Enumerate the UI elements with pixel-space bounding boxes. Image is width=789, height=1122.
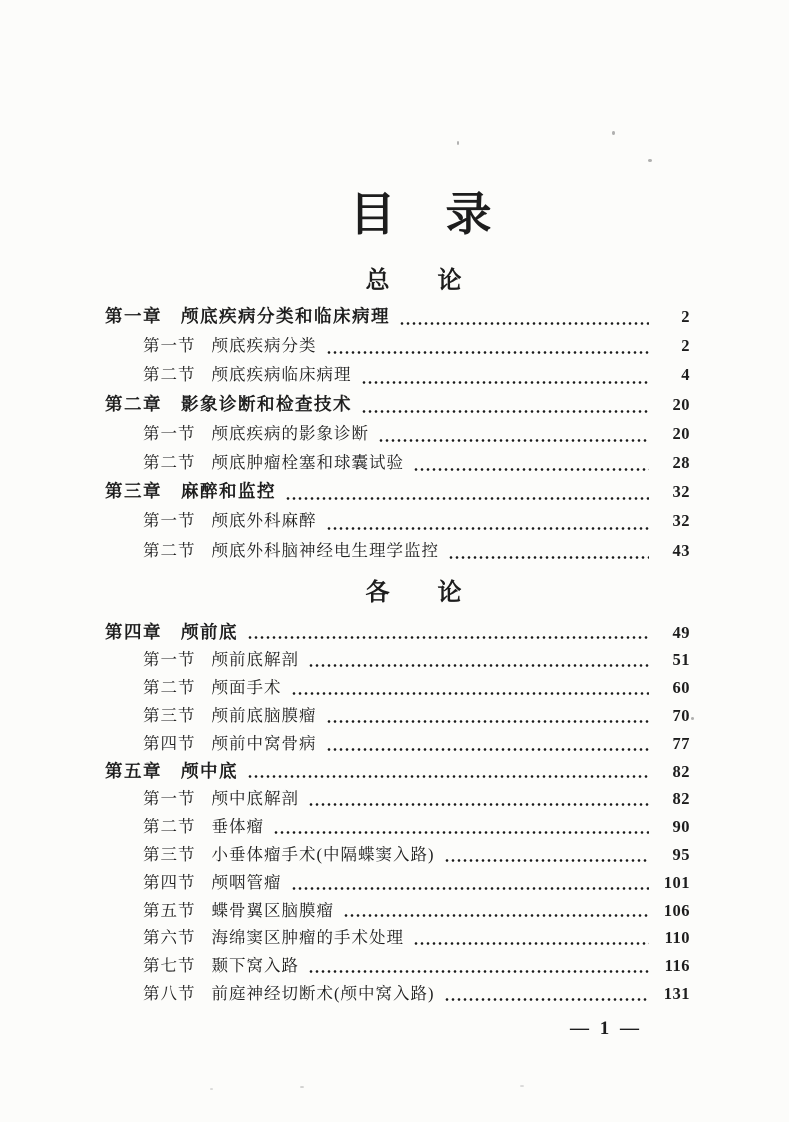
entry-page: 101 — [663, 872, 690, 892]
dot-leader — [343, 913, 649, 918]
toc-entry — [105, 813, 690, 841]
entry-title: 颅前中窝骨病 — [211, 733, 317, 753]
toc-entry — [105, 507, 690, 536]
entry-page: 49 — [672, 622, 690, 642]
section-header: 总 论 — [365, 268, 462, 294]
entry-page: 116 — [664, 956, 690, 976]
toc-entry — [105, 420, 690, 449]
entry-page: 60 — [672, 678, 690, 698]
entry-page: 70 — [672, 706, 690, 726]
entry-label: 第一章 — [105, 306, 162, 326]
dot-leader — [247, 635, 649, 640]
dot-leader — [273, 830, 649, 835]
toc-entry — [105, 924, 690, 952]
entry-page: 82 — [672, 761, 690, 781]
entry-label: 第二节 — [143, 365, 196, 385]
entry-label: 第一节 — [143, 789, 196, 809]
scan-speck — [648, 159, 652, 162]
entry-label: 第二章 — [105, 393, 162, 414]
entry-label: 第三节 — [143, 706, 196, 726]
toc-list — [105, 268, 690, 1008]
entry-label: 第六节 — [143, 928, 196, 948]
entry-title: 垂体瘤 — [211, 817, 264, 837]
toc-entry — [105, 785, 690, 813]
entry-page: 110 — [664, 928, 690, 948]
dot-leader — [291, 691, 650, 696]
scan-speck — [691, 717, 694, 720]
section-header: 各 论 — [365, 579, 462, 606]
toc-entry — [105, 841, 690, 869]
page-number-footer: — 1 — — [570, 1017, 642, 1039]
entry-title: 颅咽管瘤 — [211, 872, 282, 892]
entry-title: 颅中底 — [181, 760, 238, 781]
scan-speck — [300, 1086, 304, 1088]
entry-label: 第二节 — [143, 452, 196, 472]
scan-speck — [457, 141, 459, 145]
entry-label: 第一节 — [143, 650, 196, 670]
entry-title: 颅底外科麻醉 — [211, 511, 317, 531]
scan-speck — [612, 131, 615, 135]
entry-title: 颞下窝入路 — [211, 956, 299, 976]
scan-speck — [210, 1088, 213, 1090]
entry-title: 海绵窦区肿瘤的手术处理 — [211, 928, 404, 948]
entry-page: 32 — [672, 511, 690, 531]
toc-entry — [105, 897, 690, 925]
entry-title: 颅底肿瘤栓塞和球囊试验 — [211, 452, 404, 472]
page-title: 目 录 — [349, 189, 494, 240]
dot-leader — [413, 467, 649, 472]
dot-leader — [444, 997, 650, 1002]
entry-label: 第八节 — [143, 984, 196, 1004]
dot-leader — [361, 409, 649, 414]
entry-page: 20 — [672, 423, 690, 443]
entry-label: 第五章 — [105, 760, 162, 781]
dot-leader — [378, 438, 649, 443]
toc-entry — [105, 730, 690, 758]
entry-title: 麻醉和监控 — [181, 481, 276, 502]
scan-speck — [146, 762, 149, 765]
entry-title: 影象诊断和检查技术 — [181, 393, 352, 414]
entry-title: 颅底疾病临床病理 — [211, 365, 352, 385]
dot-leader — [326, 747, 650, 752]
toc-entry — [105, 361, 690, 390]
toc-entry — [105, 702, 690, 730]
toc-entry — [105, 537, 690, 566]
dot-leader — [285, 496, 649, 501]
entry-page: 95 — [672, 845, 690, 865]
toc-entry — [105, 952, 690, 980]
entry-page: 20 — [672, 394, 690, 414]
entry-title: 颅前底 — [181, 621, 238, 642]
toc-entry — [105, 869, 690, 897]
dot-leader — [448, 555, 649, 560]
scan-speck — [520, 1085, 524, 1087]
entry-title: 颅底外科脑神经电生理学监控 — [211, 540, 439, 560]
entry-title: 颅前底解剖 — [211, 650, 299, 670]
entry-title: 颅底疾病的影象诊断 — [211, 423, 369, 443]
entry-page: 131 — [663, 984, 690, 1004]
dot-leader — [291, 886, 650, 891]
toc-entry — [105, 980, 690, 1008]
entry-label: 第二节 — [143, 678, 196, 698]
entry-title: 颅前底脑膜瘤 — [211, 706, 317, 726]
dot-leader — [308, 969, 649, 974]
entry-label: 第四节 — [143, 872, 196, 892]
dot-leader — [413, 941, 649, 946]
entry-label: 第一节 — [143, 511, 196, 531]
entry-page: 77 — [672, 733, 690, 753]
entry-page: 51 — [672, 650, 690, 670]
toc-entry — [105, 303, 690, 332]
dot-leader — [247, 774, 649, 779]
toc-entry — [105, 619, 690, 647]
entry-title: 前庭神经切断术(颅中窝入路) — [211, 984, 435, 1004]
dot-leader — [326, 526, 650, 531]
entry-label: 第四章 — [105, 621, 162, 642]
entry-title: 蝶骨翼区脑膜瘤 — [211, 900, 334, 920]
entry-page: 82 — [672, 789, 690, 809]
toc-entry — [105, 674, 690, 702]
entry-page: 32 — [672, 482, 690, 502]
entry-page: 2 — [681, 336, 690, 356]
toc-entry — [105, 332, 690, 361]
dot-leader — [326, 350, 650, 355]
entry-title: 颅中底解剖 — [211, 789, 299, 809]
dot-leader — [326, 719, 650, 724]
toc-entry — [105, 391, 690, 420]
entry-label: 第七节 — [143, 956, 196, 976]
entry-label: 第五节 — [143, 900, 196, 920]
toc-entry — [105, 478, 690, 507]
entry-page: 90 — [672, 817, 690, 837]
dot-leader — [361, 380, 650, 385]
entry-title: 颅底疾病分类和临床病理 — [181, 306, 390, 326]
dot-leader — [399, 321, 649, 326]
entry-label: 第二节 — [143, 817, 196, 837]
entry-page: 4 — [681, 365, 690, 385]
entry-title: 小垂体瘤手术(中隔蝶窦入路) — [211, 845, 435, 865]
entry-label: 第一节 — [143, 336, 196, 356]
entry-page: 2 — [681, 307, 690, 326]
dot-leader — [444, 858, 650, 863]
toc-entry — [105, 646, 690, 674]
entry-page: 28 — [672, 452, 690, 472]
dot-leader — [308, 802, 649, 807]
dot-leader — [308, 663, 649, 668]
entry-title: 颅面手术 — [211, 678, 282, 698]
toc-section — [105, 619, 690, 1008]
entry-page: 43 — [672, 540, 690, 560]
toc-section — [105, 303, 690, 566]
entry-label: 第二节 — [143, 540, 196, 560]
entry-label: 第三章 — [105, 481, 162, 502]
entry-label: 第三节 — [143, 845, 196, 865]
entry-label: 第一节 — [143, 423, 196, 443]
entry-page: 106 — [663, 900, 690, 920]
entry-label: 第四节 — [143, 733, 196, 753]
toc-entry — [105, 449, 690, 478]
entry-title: 颅底疾病分类 — [211, 336, 317, 356]
toc-entry — [105, 758, 690, 786]
